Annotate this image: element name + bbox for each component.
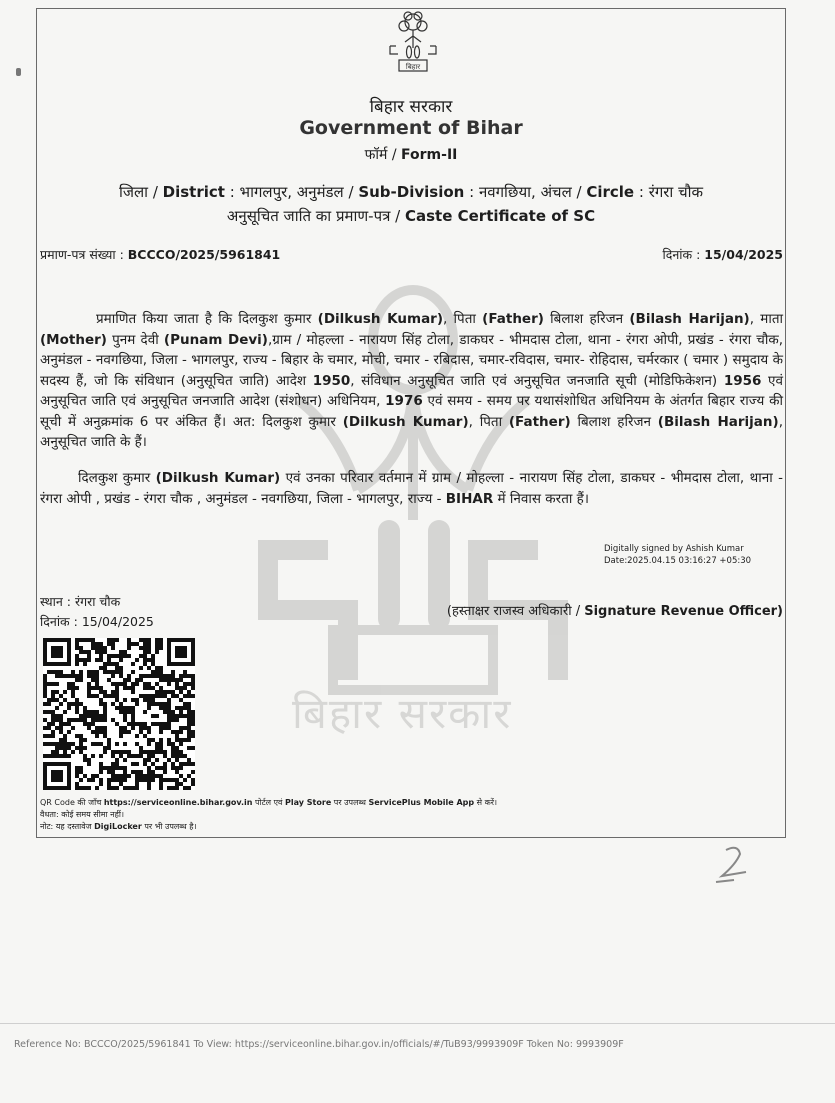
title-hindi: बिहार सरकार (369, 97, 453, 117)
digital-signature-block (604, 543, 751, 567)
page-footer-line (0, 1023, 835, 1024)
digilocker-note: नोट: यह दस्तावेज DigiLocker पर भी उपलब्ध है। (40, 822, 197, 831)
qr-verification-note: QR Code की जाँच https://serviceonline.bihar.gov.in पोर्टल एवं Play Store पर उपलब्ध ServicePlus Mobile App से करें। (40, 798, 498, 807)
digital-signature-signer: Digitally signed by Ashish Kumar (604, 544, 744, 554)
place-date: दिनांक : 15/04/2025 (40, 614, 154, 629)
place: स्थान : रंगरा चौक (40, 594, 121, 609)
validity-note: वैधता: कोई समय सीमा नहीं। (40, 810, 124, 819)
footnotes (40, 797, 497, 833)
jurisdiction-line: जिला / District : भागलपुर, अनुमंडल / Sub-Division : नवगछिया, अंचल / Circle : रंगरा चौक (118, 183, 704, 201)
residence-paragraph: दिलकुश कुमार (Dilkush Kumar) एवं उनका परिवार वर्तमान में ग्राम / मोहल्ला - नारायण सिंह टोला, डाकघर - भीमदास टोला, थाना - रंगरा ओपी , प्रखंड - रंगरा चौक , अनुमंडल - नवगछिया, जिला - भागलपुर, राज्य - BIHAR में निवास करता हैं। (40, 470, 783, 507)
bihar-emblem-logo (380, 8, 446, 74)
certificate-meta-row (40, 246, 783, 263)
certification-paragraph: प्रमाणित किया जाता है कि दिलकुश कुमार (Dilkush Kumar), पिता (Father) बिलाश हरिजन (Bilash Harijan), माता (Mother) पुनम देवी (Punam Devi),ग्राम / मोहल्ला - नारायण सिंह टोला, डाकघर - भीमदास टोला, थाना - रंगरा ओपी, प्रखंड - रंगरा चौक, अनुमंडल - नवगछिया, जिला - भागलपुर, राज्य - बिहार के चमार, मोची, चमार - रबिदास, चमार-रविदास, चमार- रोहिदास, चर्मरकार ( चमार ) समुदाय के सदस्य हैं, जो कि संविधान (अनुसूचित जाति) आदेश 1950, संविधान अनुसूचित जाति एवं अनुसूचित जनजाति सूची (मोडिफिकेशन) 1956 एवं अनुसूचित जाति एवं अनुसूचित जनजाति आदेश (संशोधन) अधिनियम, 1976 एवं समय - समय पर यथासंशोधित अधिनियम के अंतर्गत बिहार राज्य की सूची में अनुक्रमांक 6 पर अंकित हैं। अत: दिलकुश कुमार (Dilkush Kumar), पिता (Father) बिलाश हरिजन (Bilash Harijan), अनुसूचित जाति के हैं। (40, 311, 784, 450)
certificate-number: प्रमाण-पत्र संख्या : BCCCO/2025/5961841 (40, 247, 281, 262)
qr-code[interactable] (43, 638, 195, 790)
emblem-label: बिहार (405, 63, 421, 71)
watermark-text: बिहार सरकार (292, 689, 513, 738)
issue-date: दिनांक : 15/04/2025 (662, 247, 783, 262)
digital-signature-date: Date:2025.04.15 03:16:27 +05:30 (604, 556, 752, 566)
place-date-block (40, 592, 154, 632)
title-english: Government of Bihar (299, 117, 523, 139)
certificate-title: अनुसूचित जाति का प्रमाण-पत्र / Caste Certificate of SC (226, 207, 596, 225)
reference-line: Reference No: BCCCO/2025/5961841 To View: https://serviceonline.bihar.gov.in/officials/#/TuB93/9993909F Token No: 9993909F (14, 1039, 624, 1050)
scan-mark (706, 842, 766, 890)
form-number: फॉर्म / Form-II (364, 147, 458, 163)
signatory-label: (हस्ताक्षर राजस्व अधिकारी / Signature Revenue Officer) (446, 604, 783, 619)
scan-speck (16, 68, 21, 76)
